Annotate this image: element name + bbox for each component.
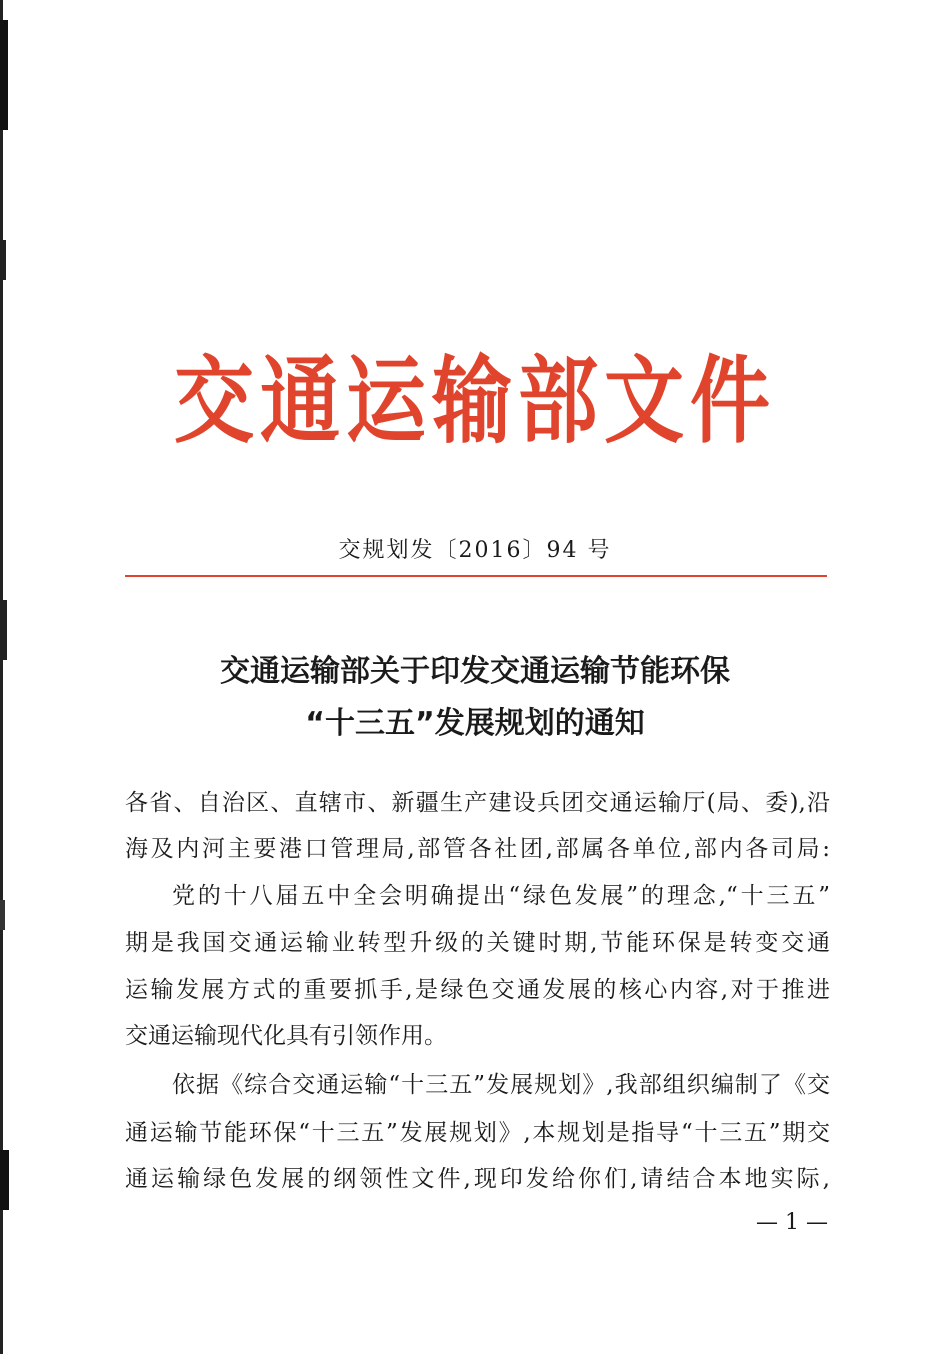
- body-line: 期是我国交通运输业转型升级的关键时期,节能环保是转变交通: [125, 930, 830, 956]
- body-line: 通运输绿色发展的纲领性文件,现印发给你们,请结合本地实际,: [125, 1166, 830, 1192]
- document-header: 交通运输部文件: [174, 346, 776, 456]
- body-line: 通运输节能环保“十三五”发展规划》,本规划是指导“十三五”期交: [125, 1120, 830, 1146]
- body-line: 运输发展方式的重要抓手,是绿色交通发展的核心内容,对于推进: [125, 977, 830, 1003]
- page-number: — 1 —: [756, 1210, 828, 1235]
- document-title-line-1: 交通运输部关于印发交通运输节能环保: [220, 654, 730, 689]
- body-line: 党的十八届五中全会明确提出“绿色发展”的理念,“十三五”: [172, 883, 830, 909]
- body-line: 海及内河主要港口管理局,部管各社团,部属各单位,部内各司局:: [125, 836, 830, 862]
- body-line: 交通运输现代化具有引领作用。: [125, 1023, 447, 1049]
- red-divider: [125, 575, 827, 577]
- body-line: 各省、自治区、直辖市、新疆生产建设兵团交通运输厅(局、委),沿: [125, 790, 830, 816]
- body-line: 依据《综合交通运输“十三五”发展规划》,我部组织编制了《交: [172, 1072, 830, 1098]
- document-title-line-2: “十三五”发展规划的通知: [305, 706, 645, 741]
- document-number: 交规划发〔2016〕94 号: [338, 538, 612, 563]
